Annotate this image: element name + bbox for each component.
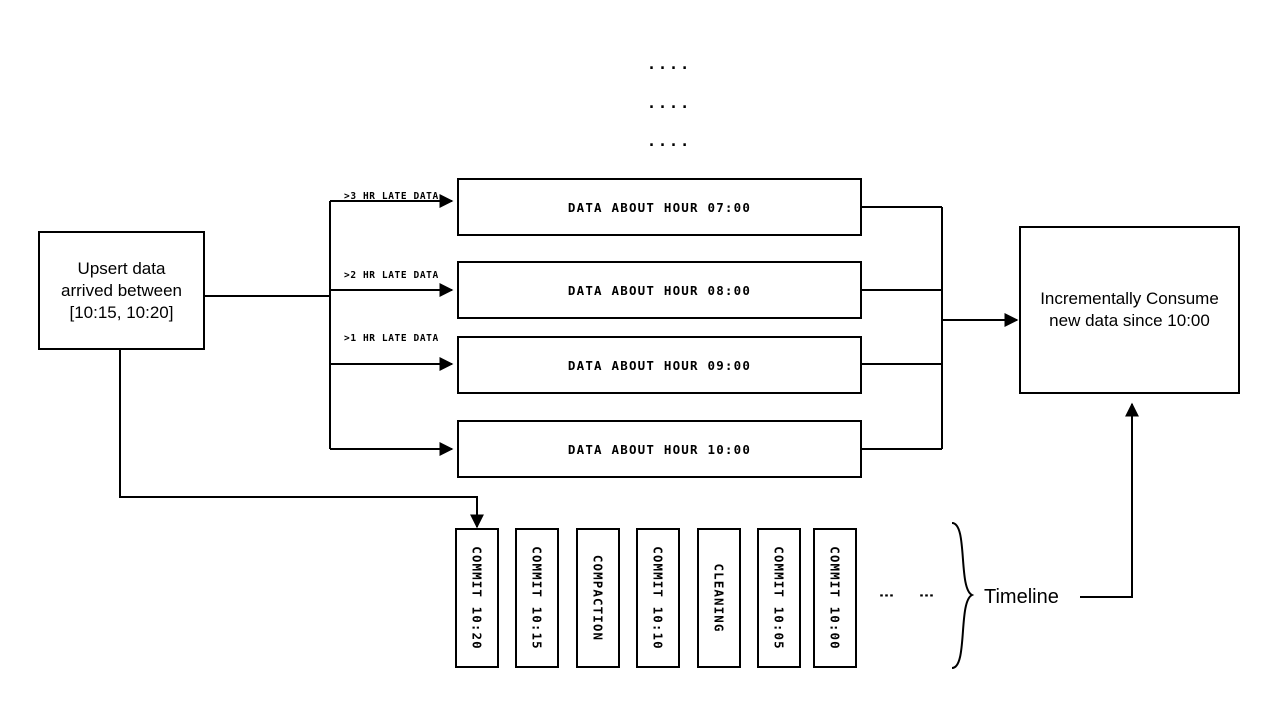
edge-label-2hr-late: >2 HR LATE DATA [344,270,439,281]
partition-label-hour-07: DATA ABOUT HOUR 07:00 [567,199,752,215]
edge-label-1hr-late: >1 HR LATE DATA [344,333,439,344]
commit-label-10-05: COMMIT 10:05 [771,546,787,650]
source-line-1: Upsert data [77,258,166,278]
edge-label-3hr-late: >3 HR LATE DATA [344,191,439,202]
timeline-ellipsis-1: ⋮ [878,588,896,605]
ellipsis-dots-top-2: .... [647,94,692,112]
commit-box-10-15 [515,528,559,668]
commit-label-10-00: COMMIT 10:00 [827,546,843,650]
commit-label-cleaning: CLEANING [711,563,727,633]
timeline-label: Timeline [984,586,1059,608]
commit-label-compaction: COMPACTION [590,554,606,642]
commit-box-cleaning [697,528,741,668]
commit-box-10-10 [636,528,680,668]
partition-box-hour-09 [457,336,862,394]
source-line-3: [10:15, 10:20] [69,302,174,322]
commit-box-compaction [576,528,620,668]
partition-label-hour-10: DATA ABOUT HOUR 10:00 [567,441,752,457]
consumer-box [1019,226,1240,394]
commit-label-10-10: COMMIT 10:10 [650,546,666,650]
commit-box-10-20 [455,528,499,668]
source-line-2: arrived between [61,280,182,300]
ellipsis-dots-top-3: .... [647,132,692,150]
ellipsis-dots-top-1: .... [647,55,692,73]
commit-box-10-05 [757,528,801,668]
partition-box-hour-10 [457,420,862,478]
partition-label-hour-08: DATA ABOUT HOUR 08:00 [567,282,752,298]
commit-box-10-00 [813,528,857,668]
source-upsert-box [38,231,205,350]
timeline-ellipsis-2: ⋮ [918,588,936,605]
consumer-line-1: Incrementally Consume [1040,289,1219,308]
consumer-line-2: new data since 10:00 [1049,311,1210,330]
partition-label-hour-09: DATA ABOUT HOUR 09:00 [567,357,752,373]
commit-label-10-20: COMMIT 10:20 [469,546,485,650]
partition-box-hour-07 [457,178,862,236]
commit-label-10-15: COMMIT 10:15 [529,546,545,650]
partition-box-hour-08 [457,261,862,319]
